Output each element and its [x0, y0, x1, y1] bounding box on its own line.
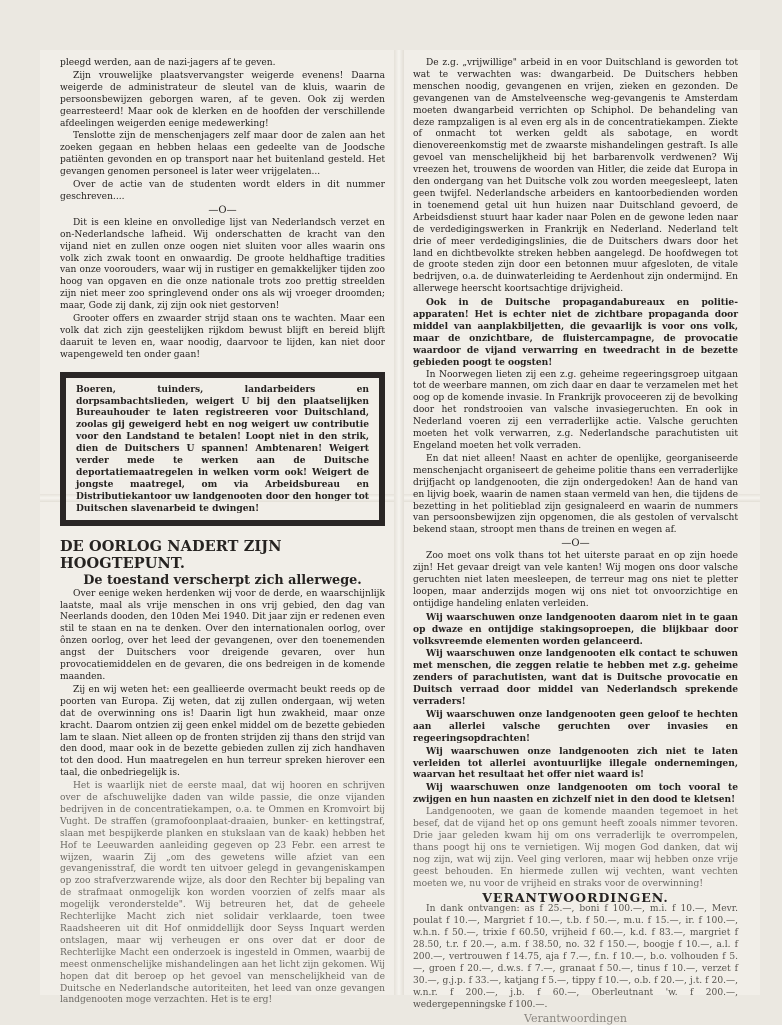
- paragraph: Tenslotte zijn de menschenjagers zelf maar door de zalen aan het zoeken gegaan en hebben helaas een gedeelte van de Joodsche patiënten gevonden en op transport naar het buitenland gesteld. Het gevangen genomen personeel is later weer vrijgelaten...: [60, 131, 385, 178]
- paragraph: Wij waarschuwen onze landgenooten daarom niet in te gaan op dwaze en ontijdige stakingsoproepen, die blijkbaar door volksvreemde elementen worden gelanceerd.: [413, 611, 738, 647]
- article-headline: DE OORLOG NADERT ZIJN HOOGTEPUNT.: [60, 537, 282, 572]
- paragraph: Het is waarlijk niet de eerste maal, dat wij hooren en schrijven over de afschuwelijke daden van wilde passie, die onze vijanden bedrijven in de concentratiekampen, o.a. te Ommen en Kromvoirt bij Vught. De straffen (gramofoonplaat-draaien, bunker- en kettingstraf, slaan met bespijkerde planken en stukslaan van de kaak) hebben het Hof te Leeuwarden aanleiding gegeven op 23 Febr. een arrest te wijzen, waarin Zij „om des gewetens wille afziet van een gevangenisstraf, die wordt ten uitvoer gelegd in gevangeniskampen op zoo strafverzwarende wijze, als door den Rechter bij bepaling van de strafmaat onmogelijk kon worden voorzien of zelfs maar als mogelijk veronderstelde". Wij betreuren het, dat de geheele Rechterlijke Macht zich niet solidair verklaarde, toen twee Raadsheeren uit dit Hof onmiddellijk door Seyss Inquart werden ontslagen, maar wij verheugen er ons over dat er door de Rechterlijke Macht een onderzoek is ingesteld in Ommen, waarbij de meest onmenschelijke mishandelingen aan het licht zijn gekomen. Wij hopen dat dit beroep op het gevoel van menschelijkheid van de Duitsche en Nederlandsche autoriteiten, het leed van onze gevangen landgenooten moge verzachten. Het is te erg!: [60, 781, 385, 1006]
- paragraph: Wij waarschuwen onze landgenooten geen geloof te hechten aan allerlei valsche geruchten over invasies en regeeringsopdrachten!: [413, 708, 738, 744]
- paragraph: Zij en wij weten het: een geallieerde overmacht beukt reeds op de poorten van Europa. Zij weten, dat zij zullen ondergaan, wij weten dat de overwinning ons is! Daarin ligt hun zwakheid, maar onze kracht. Daarom ontzien zij geen enkel middel om de bezette gebieden lam te slaan. Niet alleen op de fronten strijden zij thans den strijd van den dood, maar ook in de bezette gebieden zullen zij zich handhaven tot den dood. Hun maatregelen en hun terreur spreken hierover een taal, die onbedriegelijk is.: [60, 684, 385, 779]
- paragraph: Zijn vrouwelijke plaatsvervangster weigerde evenens! Daarna weigerde de administrateur de sleutel van de kluis, waarin de persoonsbewijzen geborgen waren, af te geven. Ook zij werden gearresteerd! Maar ook de klerken en de hoofden der verschillende afdeelingen weigerden eenige medewerking!: [60, 70, 385, 129]
- paragraph: Dit is een kleine en onvolledige lijst van Nederlandsch verzet en on-Nederlandsche lafheid. Wij onderschatten de kracht van den vijand niet en zullen onze oogen niet sluiten voor alles waarin ons volk zich zwak toont en onwaardig. De groote heldhaftige tradities van onze voorouders, waar wij in rustiger en gemakkelijker tijden zoo hoog van opgaven en die onze nationale trots zoo prettig streelden zijn niet meer zoo springlevend onder ons als wij vroeger droomden; maar, Gode zij dank, zij zijn ook niet gestorven!: [60, 217, 385, 312]
- paragraph: En dat niet alleen! Naast en achter de openlijke, georganiseerde menschenjacht organiseert de geheime politie thans een verraderlijke drijfjacht op landgenooten, die zijn ondergedoken! Aan de hand van en lijvig boek, waarin de namen staan vermeld van hen, die tijdens de bezetting in het politieblad zijn gesignaleerd en waarin de nummers van persoonsbewijzen zijn opgenomen, die als gestolen of vervalscht bekend staan, stroopt men thans de treinen en wegen af.: [413, 453, 738, 536]
- vertical-fold-line: [394, 50, 404, 995]
- paragraph: In Noorwegen lieten zij een z.g. geheime regeeringsgroep uitgaan tot de weerbare mannen, om zich daar en daar te verzamelen met het oog op de komende invasie. In Frankrijk provoceeren zij de bevolking door het rondstrooien van valsche invasiegeruchten. En ook in Nederland voeren zij een verraderlijke actie. Valsche geruchten moeten het volk verwarren, z.g. Nederlandsche parachutisten uit Engeland moeten het volk verraden.: [413, 369, 738, 451]
- paragraph: Over de actie van de studenten wordt elders in dit nummer geschreven....: [60, 180, 385, 202]
- paragraph: Zoo moet ons volk thans tot het uiterste paraat en op zijn hoede zijn! Het gevaar dreigt van vele kanten! Wij mogen ons door valsche geruchten niet laten meesleepen, de terreur mag ons niet te pletter loopen, maar anderzijds mogen wij ons niet tot onvoorzichtige en ontijdige handeling enlaten verleiden.: [413, 551, 738, 609]
- paragraph: Grooter offers en zwaarder strijd staan ons te wachten. Maar een volk dat zich zijn geestelijken rijkdom bewust blijft en bereid blijft daaruit te leven en, waar noodig, daarvoor te lijden, kan niet door wapengeweld ten onder gaan!: [60, 314, 385, 360]
- paragraph: Wij waarschuwen onze landgenooten om toch vooral te zwijgen en hun naasten en zichzelf niet in den dood te kletsen!: [413, 782, 738, 806]
- paragraph: Ook in de Duitsche propagandabureaux en politie-apparaten! Het is echter niet de zichtbare propaganda door middel van aanplakbiljetten, die gevaarlijk is voor ons volk, maar de onzichtbare, de fluistercampagne, de provocatie waardoor de vijand verwarring en tweedracht in de bezette gebieden poogt te oogsten!: [413, 297, 738, 368]
- paragraph: Wij waarschuwen onze landgenooten zich niet te laten verleiden tot allerlei avontuurlijke illegale ondernemingen, waarvan het resultaat het offer niet waard is!: [413, 745, 738, 781]
- paragraph: Landgenooten, we gaan de komende maanden tegemoet in het besef, dat de vijand het op ons gemunt heeft zooals nimmer tevoren. Drie jaar geleden kwam hij om ons verraderlijk te overrompelen, thans poogt hij ons te vernietigen. Wij mogen God danken, dat wij nog zijn, wat wij zijn. Veel ging verloren, maar wij hebben onze vrije geest behouden. En hiermede zullen wij vechten, want vechten moeten we, nu voor de vrijheid en straks voor de overwinning!: [413, 807, 738, 889]
- boxed-appeal: [60, 372, 385, 526]
- acknowledgements-title: VERANTWOORDINGEN.: [482, 889, 669, 905]
- paragraph: Wij waarschuwen onze landgenooten elk contact te schuwen met menschen, die zeggen relatie te hebben met z.g. geheime zenders of parachutisten, want dat is Duitsche provocatie en Duitsch verraad door middel van Nederlandsch sprekende verraders!: [413, 648, 738, 708]
- paragraph: pleegd werden, aan de nazi-jagers af te geven.: [60, 58, 276, 68]
- acknowledgements-list: In dank ontvangen: as f 25.—, boni f 100.—, m.i. f 10.—, Mevr. poulat f 10.—, Margriet f 10.—, t.b. f 50.—, m.u. f 15.—, ir. f 100.—, w.h.n. f 50.—, trixie f 60.50, vrijheid f 60.—, k.d. f 83.—, margriet f 28.50, t.r. f 20.—, a.m. f 38.50, no. 32 f 150.—, boogje f 10.—, a.l. f 200.—, vertrouwen f 14.75, aja f 7.—, f.n. f 10.—, b.o. volhouden f 5.—, groen f 20.—, d.w.s. f 7.—, granaat f 50.—, tinus f 10.—, verzet f 30.—, g.j.p. f 33.—, katjang f 5.—, tippy f 10.—, o.b. f 20.—, j.t. f 20.—, w.n.r. f 200.—, j.b. f 60.—, Oberleutnant 'w. f 200.—, wedergepenningske f 100.—.: [413, 904, 738, 1010]
- paragraph: De z.g. „vrijwillige" arbeid in en voor Duitschland is geworden tot wat te verwachten was: dwangarbeid. De Duitschers hebben menschen noodig, gevangenen en vrijen, zieken en gezonden. De gevangenen van de Amstelveensche weg-gevangenis te Amsterdam moeten dwangarbeid verrichten op Schiphol. De behandeling van deze rampzaligen is al even erg als in de concentratiekampen. Ziekte of onmacht tot werken geldt als sabotage, en wordt dienovereenkomstig met de zwaarste mishandelingen gestraft. Is alle gevoel van menschelijkheid bij het barbarenvolk verdwenen? Wij vreezen het, trouwens de woorden van Hitler, die zeide dat Europa in den ondergang van het Duitsche volk zou worden meegesleept, laten geen twijfel. Nederlandsche arbeiders en kantoorbedienden worden in toenemend getal uit hun huizen naar Duitschland gevoerd, de Arbeidsdienst stuurt haar kader naar Polen en de gewone leden naar de verdedigingswerken in Frankrijk en Nederland. Nederland telt drie of meer verdedigingslinies, die de Duitschers dwars door het land en dichtbevolkte streken hebben aangelegd. De hoofdwegen tot de groote steden zijn door een betonnen muur afgesloten, de vitale bedrijven, o.a. de duinwaterleiding te Aerdenhout zijn ondermijnd. En allerwege heerscht koortsachtige drijvigheid.: [413, 58, 738, 295]
- article-subheadline: De toestand verscherpt zich allerwege.: [83, 572, 362, 588]
- section-separator: —O—: [208, 204, 237, 216]
- paragraph: Over eenige weken herdenken wij voor de derde, en waarschijnlijk laatste, maal als vrije menschen in ons vrij gebied, den dag van Neerlands dooden, den 10den Mei 1940. Dit jaar zijn er redenen even stil te staan en na te denken. Over den internationalen oorlog, over ônzen oorlog, over het leed der gevangenen, over den toenemenden angst der Duitschers voor dreigende gevaren, over hun provocatiemiddelen en de gevaren, die ons bedreigen in de komende maanden.: [60, 588, 385, 682]
- section-separator: —O—: [561, 538, 590, 550]
- right-column: [413, 58, 738, 1025]
- boxed-appeal-text: Boeren, tuinders, landarbeiders en dorpsambachtslieden, weigert U bij den plaatselijken Bureauhouder te laten registreeren voor Duitschland, zoolas gij geweigerd hebt en nog weigert uw contributie voor den Landstand te betalen! Loopt niet in den strik, dien de Duitschers U spannen! Ambtenaren! Weigert verder mede te werken aan de Duitsche deportatiemaatregelen in welken vorm ook! Weigert de jongste maatregel, om via Arbeidsbureau en Distributiekantoor uw landgenooten door den honger tot Duitschen slavenarbeid te dwingen!: [76, 383, 369, 514]
- faded-footer-text: Verantwoordingen: [524, 1011, 627, 1025]
- left-column: [60, 58, 385, 1006]
